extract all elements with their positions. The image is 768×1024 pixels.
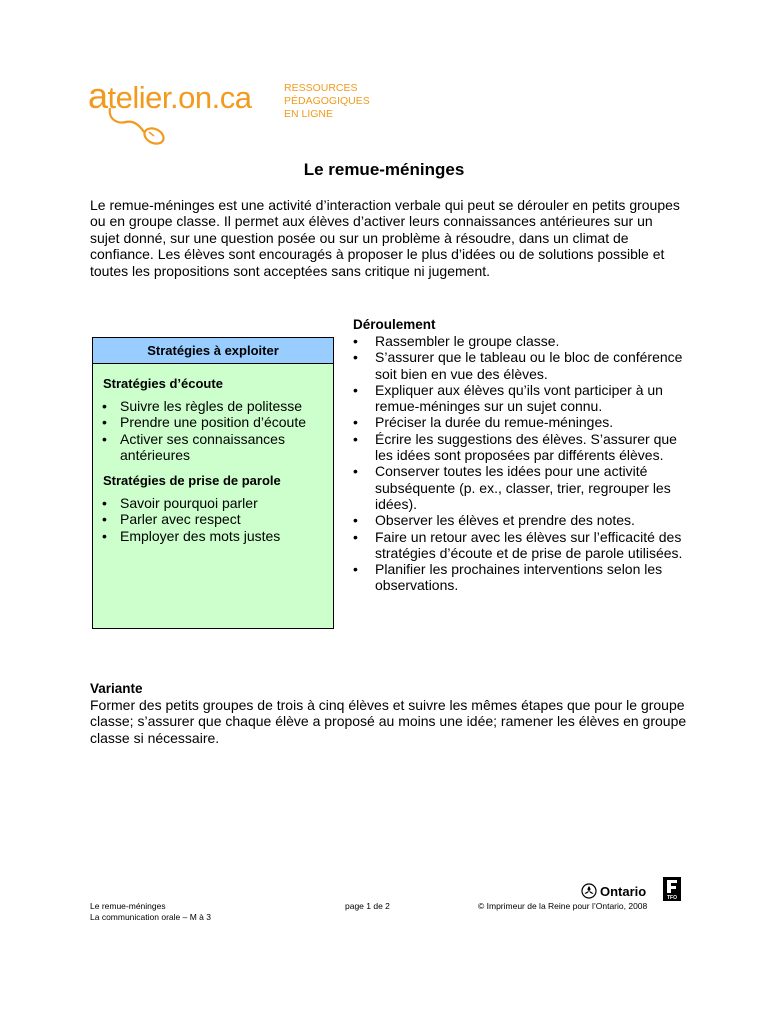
list-item: • Savoir pourquoi parler (93, 495, 333, 511)
list-item: • S’assurer que le tableau ou le bloc de conférence soit bien en vue des élèves. (353, 349, 688, 382)
variante-title: Variante (90, 681, 143, 696)
speaking-title: Stratégies de prise de parole (103, 473, 281, 489)
ontario-trillium-icon (581, 883, 597, 899)
list-item: • Prendre une position d’écoute (93, 414, 333, 430)
deroulement-list (353, 333, 688, 594)
ontario-label: Ontario (600, 883, 647, 899)
list-item: • Faire un retour avec les élèves sur l’efficacité des stratégies d’écoute et de prise de parole utilisées. (353, 529, 688, 562)
mouse-logo-icon (104, 102, 174, 146)
list-item: • Expliquer aux élèves qu’ils vont participer à un remue-méninges sur un sujet connu. (353, 382, 688, 415)
logo-wordmark: atelier.on.ca (88, 75, 252, 116)
intro-paragraph: Le remue-méninges est une activité d’interaction verbale qui peut se dérouler en petits groupes ou en groupe classe. Il permet aux élèves d’activer leurs connaissances antérieures sur un sujet donné, sur une question posée ou sur un problème à résoudre, dans un climat de confiance. Les élèves sont encouragés à proposer le plus d’idées ou de solutions possible et toutes les propositions sont acceptées sans critique ni jugement. (90, 197, 680, 279)
variante-section (90, 681, 690, 746)
atelier-logo (88, 76, 378, 146)
list-item: • Conserver toutes les idées pour une activité subséquente (p. ex., classer, trier, regrouper les idées). (353, 463, 688, 512)
list-item: • Parler avec respect (93, 511, 333, 527)
deroulement-title: Déroulement (353, 317, 436, 332)
tfo-logo-icon (663, 877, 681, 901)
footer-doc-info (90, 901, 211, 923)
speaking-list (93, 495, 333, 544)
strategies-box (92, 337, 334, 629)
list-item: • Activer ses connaissances antérieures (93, 431, 333, 464)
footer-doc-title: Le remue-méninges (90, 901, 166, 911)
footer-copyright: © Imprimeur de la Reine pour l’Ontario, 2008 (478, 901, 648, 911)
svg-text:TFO: TFO (667, 895, 677, 901)
footer-doc-subtitle: La communication orale – M à 3 (90, 912, 211, 922)
list-item: • Suivre les règles de politesse (93, 398, 333, 414)
list-item: • Employer des mots justes (93, 528, 333, 544)
deroulement-section (353, 317, 688, 594)
variante-text: Former des petits groupes de trois à cinq élèves et suivre les mêmes étapes que pour le groupe classe; s’assurer que chaque élève a proposé au moins une idée; ramener les élèves en groupe classe si nécessaire. (90, 697, 687, 746)
list-item: • Planifier les prochaines interventions selon les observations. (353, 561, 688, 594)
footer-page-number: page 1 de 2 (345, 901, 390, 911)
listening-list (93, 398, 333, 463)
ontario-logo (581, 883, 646, 899)
list-item: • Préciser la durée du remue-méninges. (353, 414, 688, 430)
list-item: • Écrire les suggestions des élèves. S’assurer que les idées sont proposées par différents élèves. (353, 431, 688, 464)
strategies-header: Stratégies à exploiter (93, 338, 333, 364)
list-item: • Rassembler le groupe classe. (353, 333, 688, 349)
page-title: Le remue-méninges (303, 160, 465, 179)
list-item: • Observer les élèves et prendre des notes. (353, 512, 688, 528)
logo-tagline: RESSOURCES PÉDAGOGIQUES EN LIGNE (284, 82, 370, 120)
listening-title: Stratégies d’écoute (103, 376, 223, 391)
